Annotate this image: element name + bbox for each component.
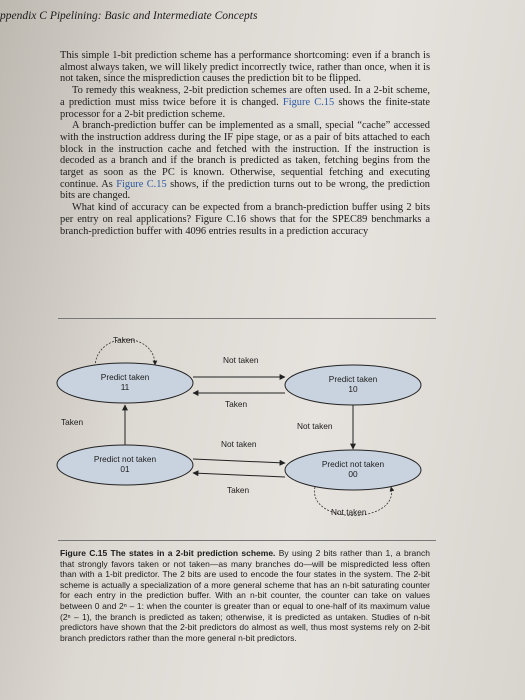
paragraph-3	[60, 120, 430, 202]
figure-link-c15-second[interactable]: Figure C.15	[116, 178, 167, 190]
label-top-loop: Taken	[113, 335, 136, 345]
arrow-00-to-01	[193, 473, 285, 477]
state-00-code: 00	[348, 469, 358, 479]
state-01-label: Predict not taken	[93, 454, 157, 464]
caption-text: By using 2 bits rather than 1, a branch that strongly favors taken or not taken—as many branches do—will be mispredicted less often than with a 1-bit predictor. The 2 bits are used to encode the four states in the system. The 2-bit scheme is actually a specialization of a more general scheme that has an n-bit saturating counter for each entry in the prediction buffer. With an n-bit counter, the counter can take on values between 0 and 2ⁿ – 1: when the counter is greater than or equal to one-half of its maximum value (2ⁿ – 1), the branch is predicted as taken; otherwise, it is predicted as untaken. Studies of n-bit predictors have shown that the 2-bit predictors do almost as well, thus most systems rely on 2-bit branch predictors rather than the more general n-bit predictors.	[60, 548, 430, 643]
paragraph-2-text-a: To remedy this weakness, 2-bit prediction schemes are often used. In a 2-bit scheme, a prediction must miss twice before it is changed.	[60, 85, 430, 108]
paragraph-4: What kind of accuracy can be expected from a branch-prediction buffer using 2 bits per entry on real applications? Figure C.16 shows that for the SPEC89 benchmarks a branch-prediction buffer with 4096 entries results in a prediction accuracy	[60, 202, 430, 237]
figure-top-rule	[58, 318, 436, 319]
state-00-label: Predict not taken	[321, 459, 385, 469]
label-11-to-10: Not taken	[223, 355, 259, 365]
figure-caption	[60, 548, 430, 643]
paragraph-1: This simple 1-bit prediction scheme has a performance shortcoming: even if a branch is almost always taken, we will likely predict incorrectly twice, rather than once, when it is not taken, since the misprediction causes the prediction bit to be flipped.	[60, 50, 430, 85]
caption-title: Figure C.15 The states in a 2-bit prediction scheme.	[60, 548, 276, 558]
paragraph-3-text-b: shows, if the prediction turns out to be wrong, the prediction bits are changed.	[60, 178, 430, 202]
state-11-code: 11	[120, 382, 130, 392]
label-10-to-11: Taken	[225, 399, 248, 409]
state-01-code: 01	[120, 464, 130, 474]
state-10-label: Predict taken	[328, 374, 378, 384]
label-01-to-00: Not taken	[221, 439, 257, 449]
label-10-to-00: Not taken	[297, 421, 333, 431]
body-text	[60, 50, 430, 237]
arrow-01-to-00	[193, 459, 285, 463]
running-header: ppendix C Pipelining: Basic and Intermediate Concepts	[0, 10, 258, 22]
paragraph-2-text-b: shows the finite-state processor for a 2-bit prediction scheme.	[60, 96, 430, 120]
figure-link-c15[interactable]: Figure C.15	[282, 96, 335, 108]
label-01-to-11: Taken	[61, 417, 84, 427]
label-bottom-loop: Not taken	[331, 507, 367, 517]
state-10-code: 10	[348, 384, 358, 394]
state-diagram	[55, 325, 440, 540]
figure-bottom-rule	[58, 540, 436, 541]
paragraph-2	[60, 85, 430, 120]
label-00-to-01: Taken	[227, 485, 250, 495]
paragraph-3-text-a: A branch-prediction buffer can be implemented as a small, special “cache” accessed with the instruction address during the IF pipe stage, or as a pair of bits attached to each block in the instruction cache and fetched with the instruction. If the instruction is decoded as a branch and if the branch is predicted as taken, fetching begins from the target as soon as the PC is known. Otherwise, sequential fetching and executing continue. As	[60, 120, 430, 190]
state-11-label: Predict taken	[100, 372, 150, 382]
